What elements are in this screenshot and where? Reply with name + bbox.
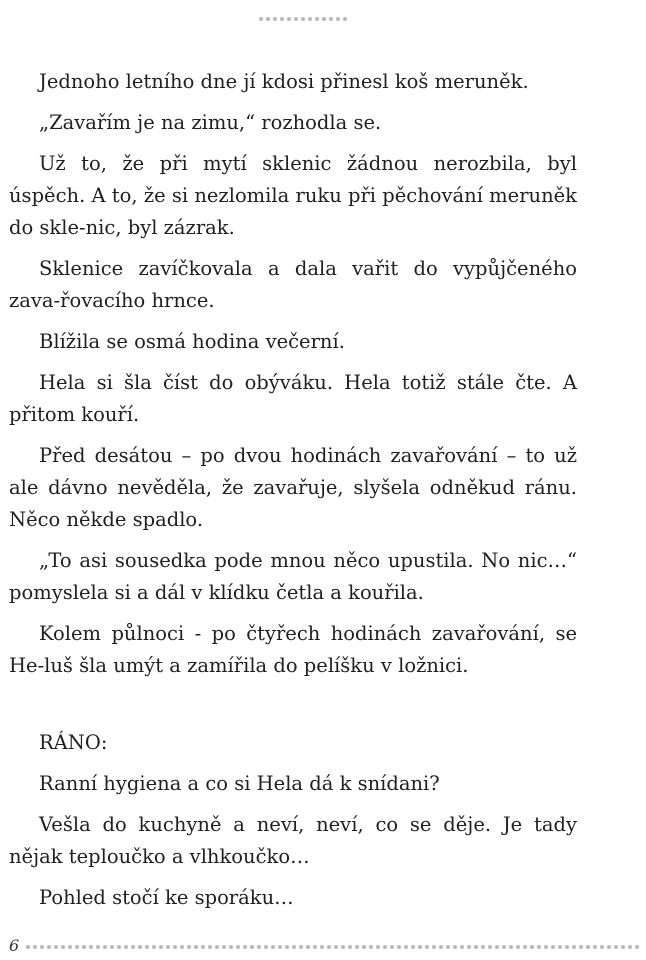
paragraph: Blížila se osmá hodina večerní. xyxy=(39,330,345,353)
paragraph: Kolem půlnoci - po čtyřech hodinách zavařování, se He-luš šla umýt a zamířila do pelíšku v ložnici. xyxy=(9,622,577,677)
paragraph: Hela si šla číst do obýváku. Hela totiž stále čte. A přitom kouří. xyxy=(9,371,577,426)
paragraph: Pohled stočí ke sporáku… xyxy=(39,886,294,909)
paragraph: Ranní hygiena a co si Hela dá k snídani? xyxy=(39,772,440,795)
paragraph: Před desátou – po dvou hodinách zavařování – to už ale dávno nevěděla, že zavařuje, slyšela odněkud ránu. Něco někde spadlo. xyxy=(9,444,577,531)
section-heading: RÁNO: xyxy=(39,731,108,754)
page-footer xyxy=(0,936,646,956)
top-ornament xyxy=(259,17,347,21)
paragraph: Sklenice zavíčkovala a dala vařit do vypůjčeného zava-řovacího hrnce. xyxy=(9,257,577,312)
footer-ornament xyxy=(26,945,639,949)
paragraph: Vešla do kuchyně a neví, neví, co se děje. Je tady nějak teploučko a vlhkoučko… xyxy=(9,813,577,868)
paragraph: Jednoho letního dne jí kdosi přinesl koš meruněk. xyxy=(39,70,529,93)
paragraph: „Zavařím je na zimu,“ rozhodla se. xyxy=(39,111,382,134)
paragraph: Už to, že při mytí sklenic žádnou nerozbila, byl úspěch. A to, že si nezlomila ruku při pěchování meruněk do skle-nic, byl zázrak. xyxy=(9,152,577,239)
page-number: 6 xyxy=(9,936,20,955)
paragraph: „To asi sousedka pode mnou něco upustila. No nic…“ pomyslela si a dál v klídku četla a kouřila. xyxy=(9,549,577,604)
body-text xyxy=(9,66,577,923)
